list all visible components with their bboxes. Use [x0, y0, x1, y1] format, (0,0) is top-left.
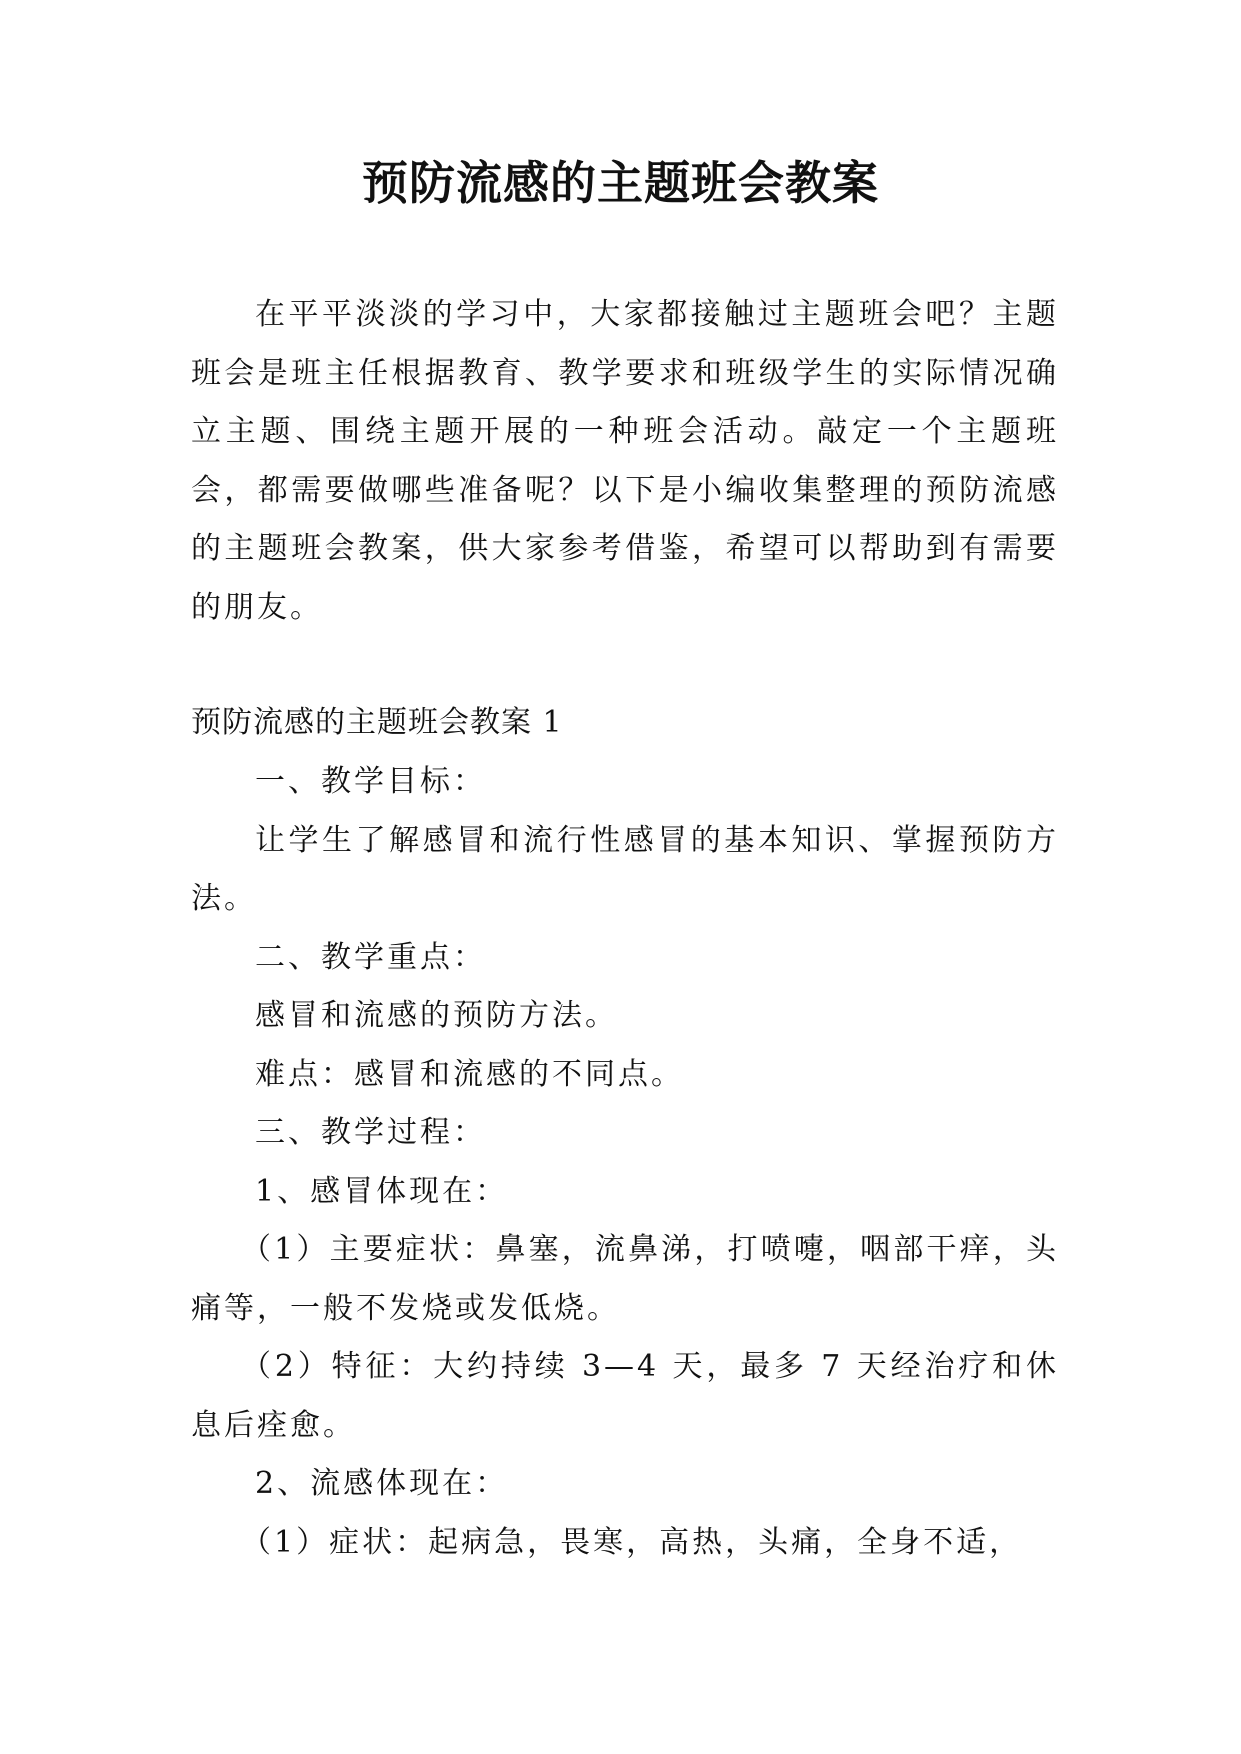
section-heading: 预防流感的主题班会教案 1	[191, 705, 563, 740]
heading-teaching-process: 三、教学过程：	[255, 1115, 486, 1150]
difficulty-text: 难点：感冒和流感的不同点。	[255, 1056, 684, 1092]
lesson-content	[191, 753, 1059, 1572]
flu-heading: 2、流感体现在：	[255, 1466, 509, 1501]
document-title: 预防流感的主题班会教案	[362, 156, 879, 210]
cold-heading: 1、感冒体现在：	[255, 1173, 509, 1209]
flu-symptoms: （1）症状：起病急，畏寒，高热，头痛，全身不适，	[241, 1524, 1023, 1560]
intro-block	[191, 286, 1059, 637]
cold-features: （2）特征：大约持续 3—4 天，最多 7 天经治疗和休息后痊愈。	[191, 1349, 1059, 1443]
teaching-goals-text: 让学生了解感冒和流行性感冒的基本知识、掌握预防方法。	[191, 822, 1059, 916]
heading-teaching-goals: 一、教学目标：	[255, 764, 486, 799]
teaching-focus-text: 感冒和流感的预防方法。	[255, 998, 618, 1033]
cold-symptoms: （1）主要症状：鼻塞，流鼻涕，打喷嚏，咽部干痒，头痛等，一般不发烧或发低烧。	[191, 1232, 1059, 1326]
heading-teaching-focus: 二、教学重点：	[255, 939, 486, 975]
intro-paragraph: 在平平淡淡的学习中，大家都接触过主题班会吧？主题班会是班主任根据教育、教学要求和班级学生的实际情况确立主题、围绕主题开展的一种班会活动。敲定一个主题班会，都需要做哪些准备呢？以下是小编收集整理的预防流感的主题班会教案，供大家参考借鉴，希望可以帮助到有需要的朋友。	[191, 297, 1059, 625]
